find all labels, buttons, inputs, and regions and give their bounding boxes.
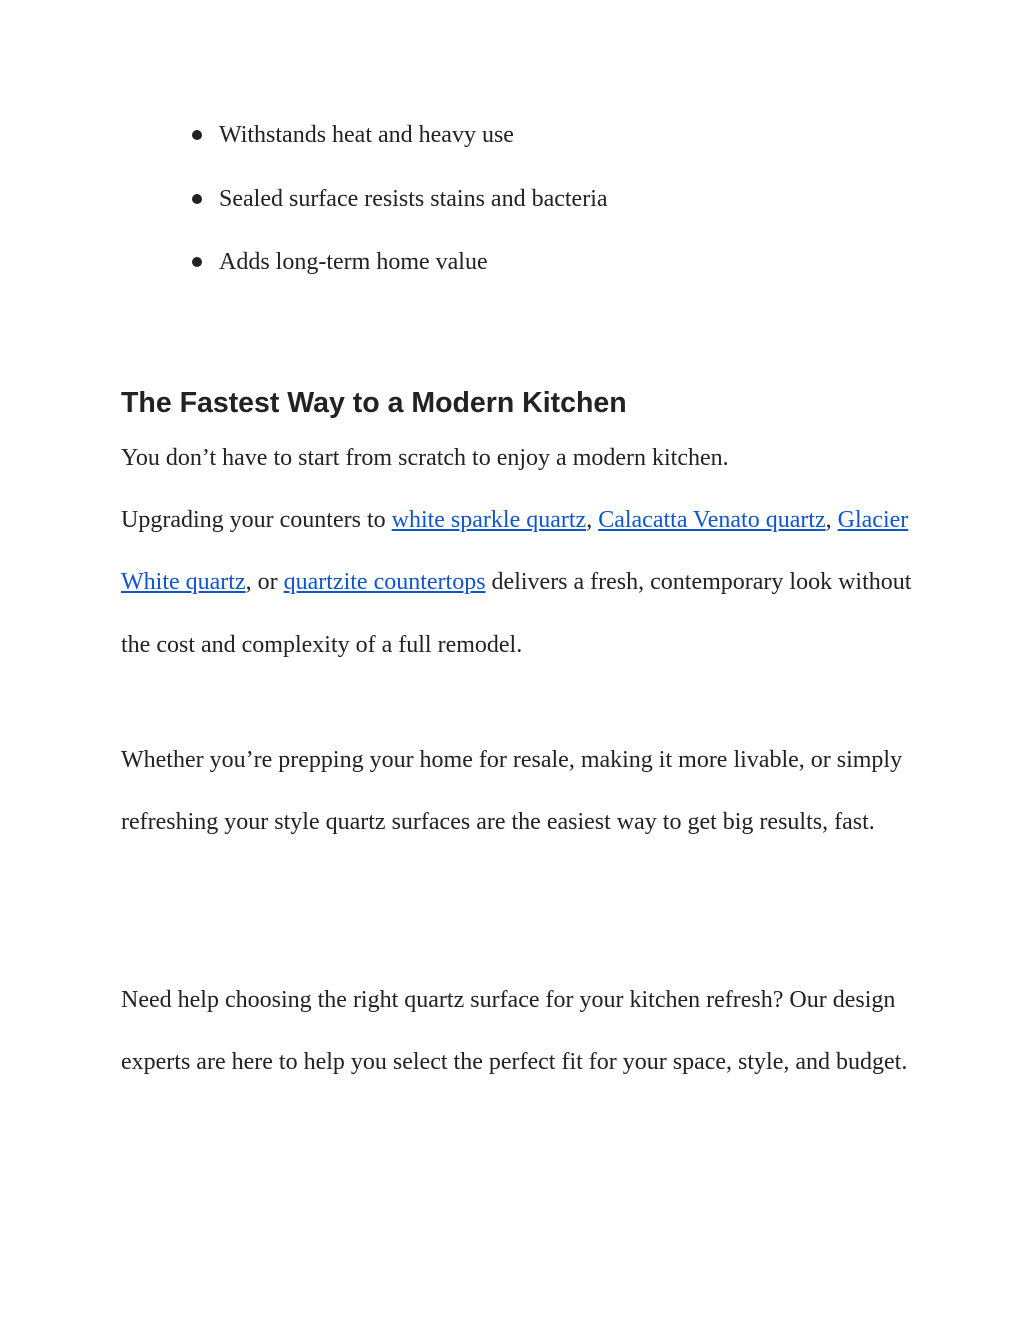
intro-text-after-links: delivers a fresh, contemporary look without the cost and complexity of a full remodel. — [121, 569, 912, 658]
bullet-icon — [192, 130, 202, 140]
link-separator: , or — [245, 569, 284, 596]
list-item-text: Sealed surface resists stains and bacteria — [219, 185, 608, 212]
section-heading: The Fastest Way to a Modern Kitchen — [121, 387, 627, 419]
help-paragraph: Need help choosing the right quartz surface for your kitchen refresh? Our design experts are here to help you select the perfect fit for your space, style, and budget. — [121, 987, 908, 1076]
link-separator: , — [586, 507, 599, 534]
list-item — [190, 243, 608, 281]
list-item-text: Adds long-term home value — [219, 249, 488, 275]
quartzite-countertops-link[interactable]: quartzite countertops — [283, 569, 486, 596]
bullet-icon — [192, 194, 202, 204]
list-item-text: Withstands heat and heavy use — [219, 122, 514, 148]
list-item — [190, 116, 608, 154]
intro-first-sentence: You don’t have to start from scratch to enjoy a modern kitchen. — [121, 445, 729, 471]
intro-text-before-links: Upgrading your counters to — [121, 507, 392, 534]
calacatta-venato-quartz-link[interactable]: Calacatta Venato quartz — [598, 507, 826, 534]
benefits-list — [190, 116, 608, 307]
glacier-white-quartz-link[interactable]: Glacier White quartz — [121, 507, 909, 596]
white-sparkle-quartz-link[interactable]: white sparkle quartz — [391, 507, 587, 534]
intro-paragraph — [121, 427, 921, 676]
list-item — [190, 180, 608, 218]
resale-paragraph: Whether you’re prepping your home for resale, making it more livable, or simply refreshing your style quartz surfaces are the easiest way to get big results, fast. — [121, 747, 903, 836]
link-separator: , — [825, 507, 838, 534]
bullet-icon — [192, 257, 202, 267]
